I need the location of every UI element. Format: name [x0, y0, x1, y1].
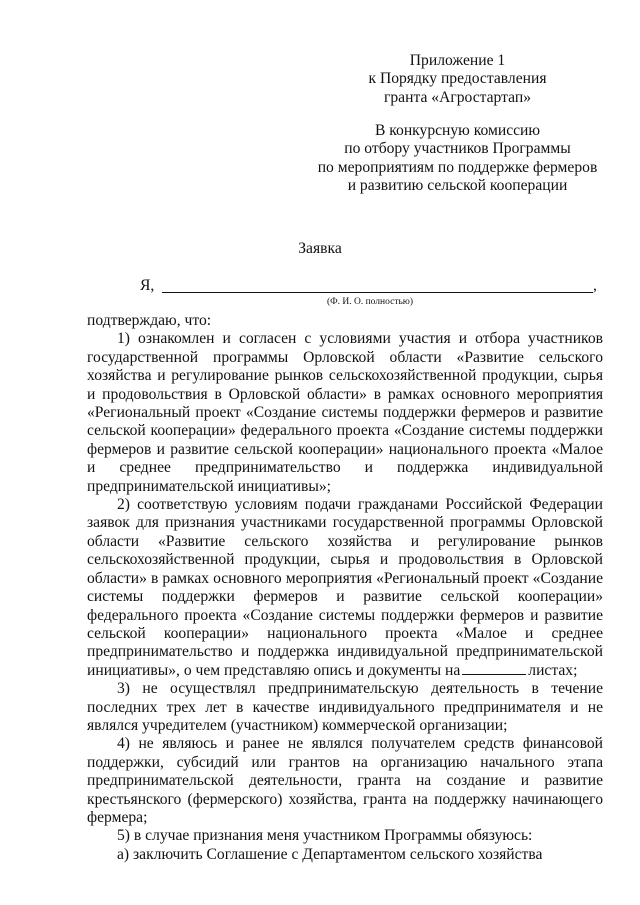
- clause-2: [87, 496, 603, 680]
- clause-5a: а) заключить Соглашение с Департаментом сельского хозяйства: [117, 845, 543, 863]
- addressee-block: [300, 122, 615, 196]
- applicant-name-line: [140, 277, 600, 297]
- clause-3: 3) не осуществлял предпринимательскую деятельность в течение последних трех лет в качестве индивидуального предпринимателя и не являлся учредителем (участником) коммерческой организации;: [87, 680, 603, 734]
- addressee-line-1: В конкурсную комиссию: [374, 122, 541, 139]
- clause-1: 1) ознакомлен и согласен с условиями участия и отбора участников государственной программы Орловской области «Развитие сельского хозяйства и регулирование рынков сельскохозяйственной продукции, сырья и продовольствия в Орловской области» в рамках основного мероприятия «Региональный проект «Создание системы поддержки фермеров и развитие сельской кооперации» федерального проекта «Создание системы поддержки фермеров и развитие сельской кооперации» национального проекта «Малое и среднее предпринимательство и поддержка индивидуальной предпринимательской инициативы»;: [87, 330, 603, 495]
- clause-4: 4) не являюсь и ранее не являлся получателем средств финансовой поддержки, субсидий или грантов на организацию начального этапа предпринимательской деятельности, гранта на создание и развитие крестьянского (фермерского) хозяйства, гранта на поддержку начинающего фермера;: [87, 735, 603, 826]
- applicant-name-blank[interactable]: [162, 292, 593, 293]
- application-body: [87, 312, 603, 864]
- document-title: Заявка: [298, 240, 342, 257]
- clause-2-end: листах;: [528, 661, 578, 679]
- appendix-reference: к Порядку предоставления: [368, 70, 547, 88]
- sheet-count-blank[interactable]: [462, 662, 526, 675]
- applicant-name-comma: ,: [593, 277, 597, 294]
- confirmation-intro: подтверждаю, что:: [87, 312, 212, 329]
- appendix-header: [300, 52, 615, 107]
- addressee-line-2: по отбору участников Программы: [344, 140, 571, 158]
- appendix-grant-name: гранта «Агростартап»: [383, 88, 532, 106]
- applicant-name-caption: (Ф. И. О. полностью): [326, 297, 414, 307]
- clause-2-text: 2) соответствую условиям подачи гражданами Российской Федерации заявок для признания участниками государственной программы Орловской области «Развитие сельского хозяйства и регулирование рынков сельскохозяйственной продукции, сырья и продовольствия в Орловской области» в рамках основного мероприятия «Региональный проект «Создание системы поддержки фермеров и развитие сельской кооперации» федерального проекта «Создание системы поддержки фермеров и развитие сельской кооперации» национального проекта «Малое и среднее предпринимательство и поддержка индивидуальной предпринимательской инициативы», о чем представляю опись и документы на: [87, 496, 603, 679]
- addressee-line-3: по мероприятиям по поддержке фермеров: [317, 158, 598, 176]
- clause-5: 5) в случае признания меня участником Программы обязуюсь:: [117, 827, 533, 845]
- addressee-line-4: и развитию сельской кооперации: [347, 177, 568, 195]
- appendix-number: Приложение 1: [409, 52, 506, 69]
- applicant-pronoun: Я,: [140, 277, 155, 294]
